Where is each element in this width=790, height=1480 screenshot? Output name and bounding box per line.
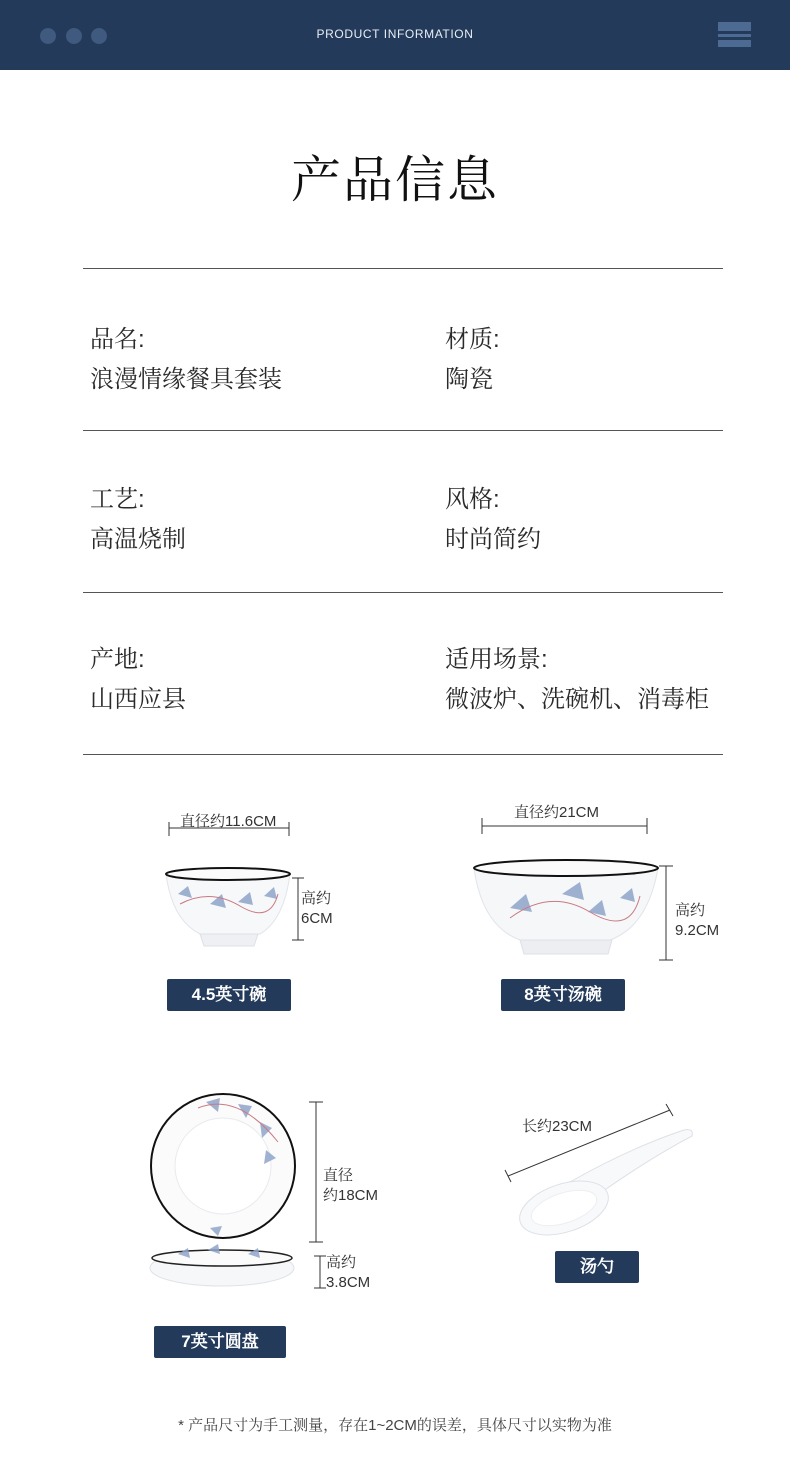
small-bowl-height-label: 高约 [301,890,332,907]
soup-bowl-height-value: 9.2CM [675,922,720,939]
product-tag: 7英寸圆盘 [154,1326,286,1358]
spec-value: 高温烧制 [90,526,186,553]
top-bar [0,0,790,70]
soup-bowl-image [470,808,680,966]
product-tag: 4.5英寸碗 [167,979,291,1011]
spec-value: 微波炉、洗碗机、消毒柜 [445,686,709,713]
product-tag: 汤勺 [555,1251,639,1283]
spoon-length-label: 长约23CM [522,1118,593,1135]
spec-material [445,320,500,400]
spec-product-name [90,320,282,400]
page-title: 产品信息 [291,151,499,209]
spec-process [90,480,186,560]
plate-width-value: 约18CM [323,1187,379,1204]
spec-key: 适用场景: [445,646,548,673]
spec-value: 山西应县 [90,686,186,713]
spec-key: 品名: [90,326,145,353]
spec-value: 时尚简约 [445,526,541,553]
plate-height-value: 3.8CM [326,1274,371,1291]
spec-style [445,480,541,560]
divider [83,754,723,755]
soup-bowl-height-label: 高约 [675,902,706,919]
spec-value: 浪漫情缘餐具套装 [90,366,282,393]
small-bowl-height-value: 6CM [301,910,333,927]
spec-key: 风格: [445,486,500,513]
menu-icon[interactable] [718,22,751,48]
small-bowl-width-label: 直径约11.6CM [180,813,277,830]
spec-key: 产地: [90,646,145,673]
divider [83,592,723,593]
footnote: * 产品尺寸为手工测量，存在1~2CM的误差，具体尺寸以实物为准 [178,1417,612,1434]
product-tag: 8英寸汤碗 [501,979,625,1011]
spec-value: 陶瓷 [445,366,493,393]
plate-image [148,1092,328,1296]
spec-key: 工艺: [90,486,145,513]
spec-usage [445,640,709,720]
plate-width-label: 直径 [323,1167,354,1184]
divider [83,430,723,431]
spec-key: 材质: [445,326,500,353]
header-title: PRODUCT INFORMATION [316,27,474,41]
plate-height-label: 高约 [326,1254,357,1271]
soup-bowl-width-label: 直径约21CM [514,804,600,821]
divider [83,268,723,269]
spec-origin [90,640,186,720]
